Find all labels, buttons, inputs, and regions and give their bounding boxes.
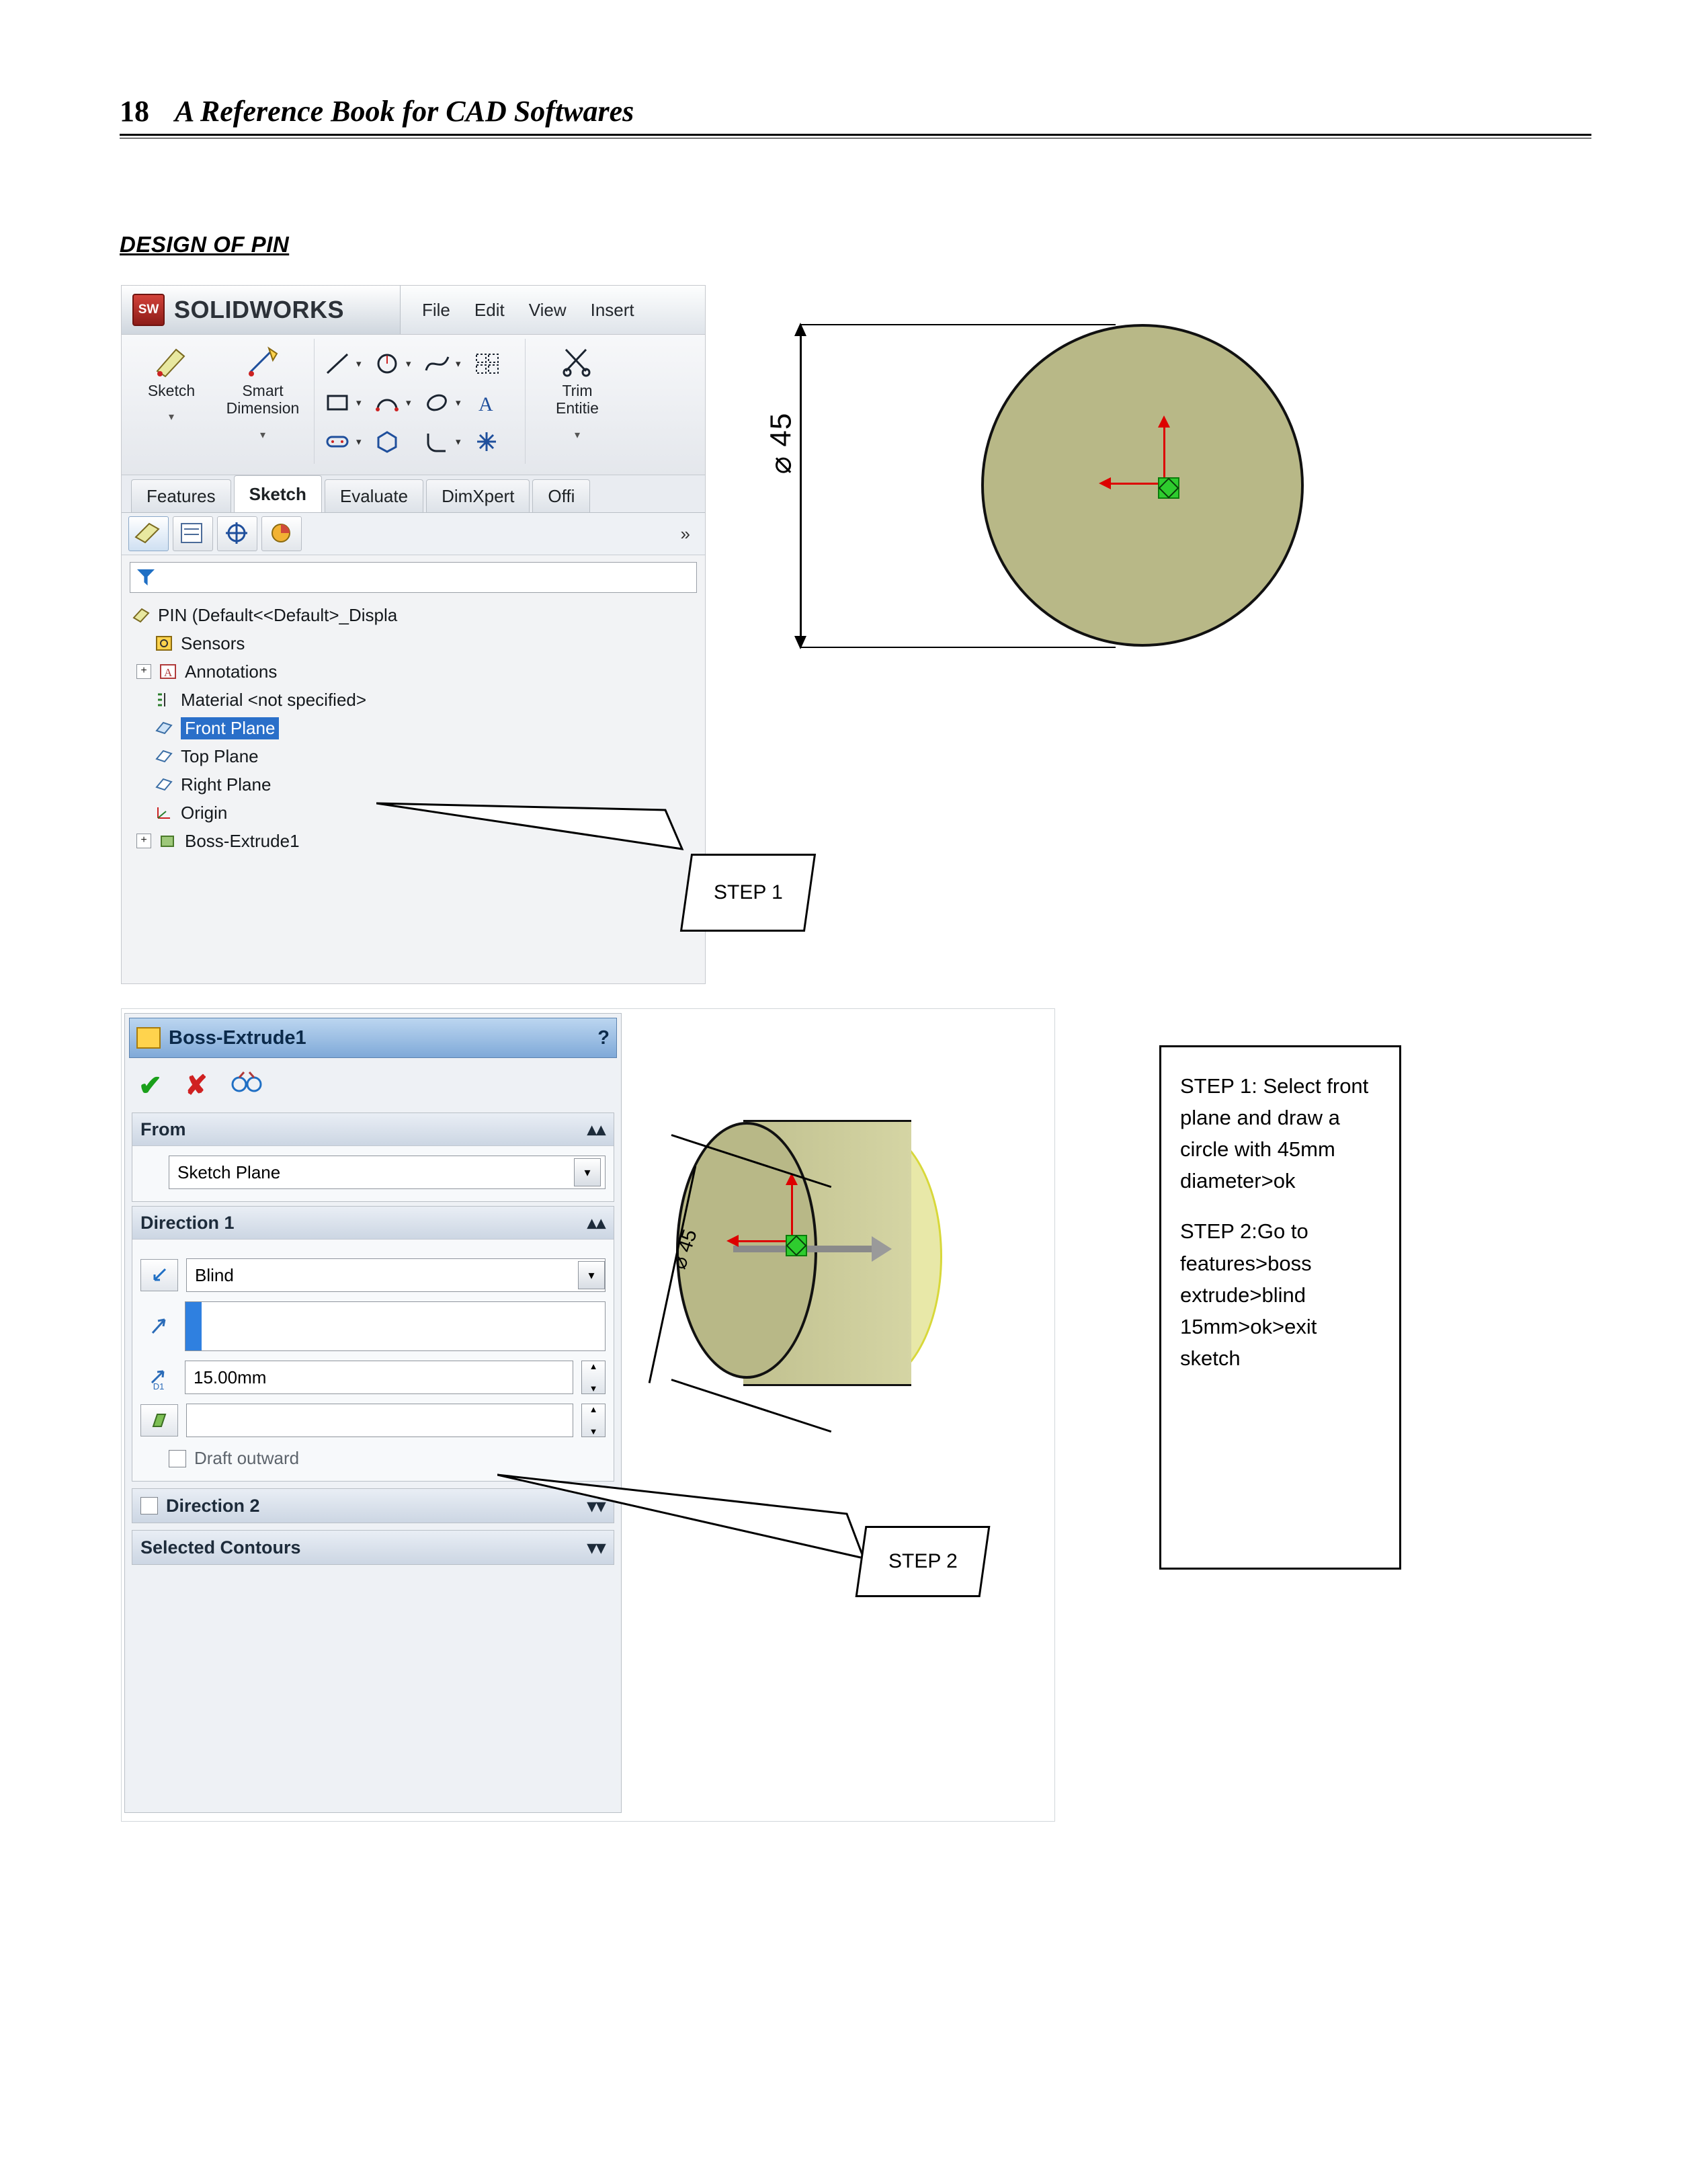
tree-item-label: Material <not specified>: [181, 689, 367, 710]
arc-icon: [373, 389, 403, 416]
feature-manager-tree-tab[interactable]: [128, 516, 169, 551]
ribbon-toolbar: [122, 335, 705, 475]
expand-panel-chevron-icon[interactable]: »: [680, 523, 690, 544]
circle-icon: [373, 350, 403, 377]
ribbon-divider-2: [525, 339, 526, 464]
ribbon-sketch-button[interactable]: [131, 340, 212, 423]
ribbon-smart-dimension-button[interactable]: [222, 340, 303, 442]
property-manager-title-bar: [129, 1018, 617, 1058]
direction1-section: [132, 1206, 614, 1482]
extension-line-top: [671, 1134, 832, 1188]
annotations-icon: [158, 662, 178, 681]
plane-icon: [154, 719, 174, 737]
sketch-fillet-icon: [423, 428, 452, 455]
extension-line-bottom: [671, 1379, 832, 1432]
fillet-tool[interactable]: [423, 428, 472, 455]
model-diameter-label: ⌀ 45: [667, 1226, 702, 1272]
material-icon: [154, 690, 174, 709]
tree-item-annotations[interactable]: [131, 657, 705, 686]
property-manager-title: Boss-Extrude1: [169, 1026, 306, 1049]
extrude-preview-graphics: [653, 1090, 1029, 1466]
solidworks-logo-text: SOLIDWORKS: [174, 296, 344, 323]
solidworks-logo: [122, 286, 401, 334]
end-condition-select[interactable]: [186, 1258, 606, 1292]
text-tool[interactable]: [472, 389, 522, 416]
tree-item-material[interactable]: [131, 686, 705, 714]
page-number: 18: [120, 95, 149, 128]
step2-leader-line: [497, 1472, 874, 1573]
line-icon: [323, 350, 353, 377]
draft-angle-input[interactable]: [186, 1404, 573, 1437]
spline-tool[interactable]: [423, 350, 472, 377]
direction2-checkbox[interactable]: [140, 1497, 158, 1514]
sketch-drawing: [764, 312, 1411, 742]
step1-leader-line: [376, 797, 692, 864]
menu-bar[interactable]: [401, 300, 634, 321]
running-title: A Reference Book for CAD Softwares: [175, 95, 634, 128]
filter-funnel-icon: [137, 569, 155, 585]
menu-item-view[interactable]: View: [528, 299, 567, 320]
pattern-icon: [472, 350, 502, 377]
slot-icon: [323, 428, 353, 455]
tree-item-label: Top Plane: [181, 745, 259, 766]
expand-plus-icon[interactable]: +: [136, 664, 151, 679]
arc-tool[interactable]: [373, 389, 423, 416]
help-icon[interactable]: ?: [597, 1026, 610, 1049]
direction-reference-field[interactable]: [185, 1301, 606, 1351]
dimension-line: [649, 1166, 697, 1383]
tree-item-front-plane[interactable]: [131, 714, 705, 742]
direction2-title: Direction 2: [166, 1495, 260, 1516]
from-section-title: From: [140, 1119, 186, 1139]
tree-item-right-plane[interactable]: [131, 770, 705, 799]
rectangle-icon: [323, 389, 353, 416]
property-manager-panel: [124, 1013, 622, 1813]
solidworks-logo-icon: SW: [132, 294, 165, 326]
tree-item-sensors[interactable]: [131, 629, 705, 657]
screenshot-extrude-step: [121, 1008, 1055, 1822]
line-dropdown-caret-icon[interactable]: ▾: [356, 358, 362, 370]
depth-icon: [140, 1362, 177, 1393]
direction-arrow-icon: [140, 1311, 177, 1342]
depth-input[interactable]: 15.00mm: [185, 1361, 573, 1394]
tree-item-label: Right Plane: [181, 774, 272, 795]
tab-evaluate[interactable]: Evaluate: [325, 479, 423, 512]
smart-dimension-dropdown-caret-icon[interactable]: ▾: [259, 429, 266, 441]
from-section-header[interactable]: [132, 1113, 614, 1146]
ribbon-trim-entities-button[interactable]: [537, 340, 618, 442]
from-start-condition-value: Sketch Plane: [177, 1162, 281, 1182]
rectangle-dropdown-caret-icon[interactable]: ▾: [356, 397, 362, 409]
depth-row: [140, 1361, 606, 1394]
direction-reference-row: [140, 1301, 606, 1351]
tree-item-top-plane[interactable]: [131, 742, 705, 770]
collapse-chevron-icon[interactable]: ▴▴: [587, 1212, 606, 1233]
step2-callout: [856, 1526, 991, 1597]
expand-plus-icon[interactable]: +: [136, 834, 151, 848]
ellipse-dropdown-caret-icon[interactable]: ▾: [456, 397, 461, 409]
chevron-down-icon[interactable]: ▾: [578, 1261, 605, 1289]
ribbon-divider: [314, 339, 315, 464]
slot-tool[interactable]: [323, 428, 373, 455]
dimension-arrow-top-icon: [794, 323, 806, 336]
menu-item-file[interactable]: File: [422, 299, 450, 320]
arc-dropdown-caret-icon[interactable]: ▾: [406, 397, 411, 409]
step1-callout: [680, 854, 816, 932]
stepper-down-icon[interactable]: ▼: [589, 1426, 598, 1437]
menu-item-edit[interactable]: Edit: [474, 299, 505, 320]
plane-icon: [154, 747, 174, 766]
tree-item-label: PIN (Default<<Default>_Displa: [158, 604, 398, 625]
reverse-direction-button[interactable]: [140, 1259, 178, 1291]
ribbon-smart-dimension-label-1: Smart: [242, 382, 284, 399]
ribbon-trim-label-1: Trim: [562, 382, 593, 399]
ribbon-trim-label-2: Entitie: [556, 399, 599, 417]
draft-angle-row: [140, 1404, 606, 1437]
origin-marker: [1126, 426, 1233, 534]
solidworks-titlebar: [122, 286, 705, 335]
header-rule: [120, 134, 1591, 138]
polygon-icon: [373, 428, 403, 455]
draft-outward-checkbox[interactable]: [169, 1450, 186, 1467]
origin-x-axis-icon: [1111, 483, 1163, 485]
ribbon-smart-dimension-label-2: Dimension: [226, 399, 300, 417]
tree-item-pin[interactable]: [131, 601, 705, 629]
draft-angle-stepper[interactable]: [581, 1404, 606, 1437]
boss-extrude-icon: [136, 1027, 161, 1049]
text-icon: [472, 389, 502, 416]
tree-item-label: Origin: [181, 802, 228, 823]
svg-text:A: A: [164, 666, 173, 679]
end-condition-value: Blind: [195, 1264, 234, 1285]
stepper-up-icon[interactable]: ▲: [589, 1404, 598, 1414]
step1-callout-label: STEP 1: [713, 881, 783, 903]
tree-item-label: Front Plane: [181, 717, 279, 739]
section-title: DESIGN OF PIN: [120, 232, 290, 257]
display-manager-tab[interactable]: [261, 516, 302, 551]
selected-contours-title: Selected Contours: [140, 1537, 301, 1558]
extension-line-bottom: [800, 647, 1116, 648]
plane-icon: [154, 775, 174, 794]
instruction-step2: STEP 2:Go to features>boss extrude>blind 15mm>ok>exit sketch: [1180, 1219, 1317, 1370]
sketch-dropdown-caret-icon[interactable]: ▾: [168, 411, 175, 423]
solidworks-window: [121, 285, 706, 984]
chevron-down-icon[interactable]: ▾: [574, 1158, 601, 1186]
tab-office[interactable]: Offi: [532, 479, 590, 512]
sketch-icon: [153, 344, 190, 378]
stepper-down-icon[interactable]: ▼: [589, 1383, 598, 1393]
menu-item-insert[interactable]: Insert: [590, 299, 634, 320]
point-icon: [472, 428, 502, 455]
part-icon: [131, 606, 151, 624]
configuration-manager-tab[interactable]: [217, 516, 257, 551]
draft-outward-row[interactable]: [169, 1448, 606, 1469]
property-manager-tab[interactable]: [173, 516, 213, 551]
circle-dropdown-caret-icon[interactable]: ▾: [406, 358, 411, 370]
smart-dimension-icon: [245, 344, 281, 378]
stepper-up-icon[interactable]: ▲: [589, 1361, 598, 1371]
ellipse-icon: [423, 389, 452, 416]
origin-point-icon: [1158, 477, 1179, 499]
slot-dropdown-caret-icon[interactable]: ▾: [356, 436, 362, 448]
dimension-arrow-bottom-icon: [794, 636, 806, 649]
origin-icon: [154, 803, 174, 822]
step2-callout-label: STEP 2: [888, 1550, 958, 1572]
expand-chevron-icon[interactable]: ▾▾: [587, 1495, 606, 1516]
end-condition-row: [140, 1258, 606, 1292]
tree-item-label: Boss-Extrude1: [185, 830, 300, 851]
depth-label: D1: [153, 1381, 165, 1391]
extension-line-top: [800, 324, 1116, 325]
boss-extrude-icon: [158, 832, 178, 850]
tab-dimxpert[interactable]: DimXpert: [426, 479, 530, 512]
direction1-section-header[interactable]: [132, 1207, 614, 1240]
cancel-button[interactable]: ✘: [185, 1070, 208, 1100]
page-header: [120, 94, 1591, 138]
instruction-step1: STEP 1: Select front plane and draw a circle with 45mm diameter>ok: [1180, 1074, 1369, 1193]
tab-features[interactable]: Features: [131, 479, 231, 512]
diameter-dimension-label: ⌀ 45: [764, 412, 798, 475]
sketch-pattern-tool[interactable]: [472, 350, 522, 377]
svg-text:A: A: [478, 393, 493, 415]
tree-item-label: Annotations: [185, 661, 278, 682]
instructions-box: [1159, 1045, 1401, 1570]
command-manager-tabs[interactable]: [122, 475, 705, 513]
property-manager-actions: [125, 1062, 621, 1108]
draft-outward-label: Draft outward: [194, 1448, 300, 1468]
feature-manager-tab-bar: [122, 513, 705, 555]
tree-item-label: Sensors: [181, 633, 245, 653]
spline-dropdown-caret-icon[interactable]: ▾: [456, 358, 461, 370]
origin-y-axis-icon: [1163, 426, 1165, 484]
ribbon-sketch-entities-group: [323, 344, 522, 461]
ok-button[interactable]: ✔: [138, 1069, 163, 1101]
collapse-chevron-icon[interactable]: ▴▴: [587, 1119, 606, 1139]
ribbon-sketch-label: Sketch: [147, 382, 196, 399]
from-start-condition-select[interactable]: [169, 1156, 606, 1189]
tree-filter-input[interactable]: [130, 562, 697, 593]
polygon-tool[interactable]: [373, 428, 423, 455]
detailed-preview-button[interactable]: [231, 1071, 263, 1100]
point-tool[interactable]: [472, 428, 522, 455]
trim-dropdown-caret-icon[interactable]: ▾: [574, 429, 581, 441]
fillet-dropdown-caret-icon[interactable]: ▾: [456, 436, 461, 448]
dimension-bracket: [671, 1110, 839, 1406]
expand-chevron-icon[interactable]: ▾▾: [587, 1537, 606, 1558]
from-section: [132, 1113, 614, 1202]
depth-stepper[interactable]: [581, 1361, 606, 1394]
direction1-section-title: Direction 1: [140, 1212, 235, 1233]
line-tool[interactable]: [323, 350, 373, 377]
tab-sketch[interactable]: Sketch: [234, 475, 322, 512]
trim-entities-icon: [559, 344, 595, 378]
dimension-line: [800, 324, 802, 647]
rectangle-tool[interactable]: [323, 389, 373, 416]
sensors-icon: [154, 634, 174, 653]
spline-icon: [423, 350, 452, 377]
draft-on-off-button[interactable]: [140, 1404, 178, 1437]
ellipse-tool[interactable]: [423, 389, 472, 416]
circle-tool[interactable]: [373, 350, 423, 377]
